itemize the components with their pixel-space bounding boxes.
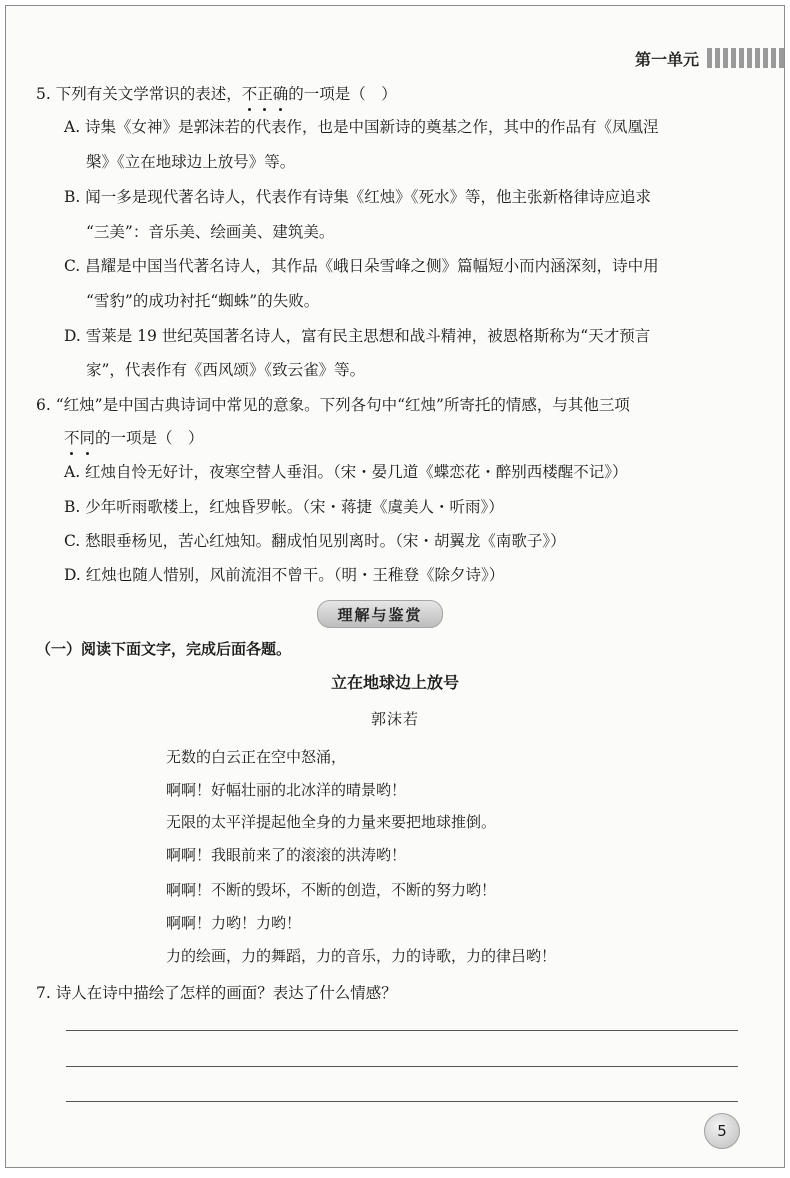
textbook-page bbox=[5, 5, 785, 1168]
q6-option-d: D. 红烛也随人惜别，风前流泪不曾干。（明・王稚登《除夕诗》） bbox=[64, 566, 505, 584]
q5-option-d-cont: 家”，代表作有《西风颂》《致云雀》等。 bbox=[86, 361, 366, 379]
page-number: 5 bbox=[704, 1113, 740, 1149]
q5-option-d: D. 雪莱是 19 世纪英国著名诗人，富有民主思想和战斗精神，被恩格斯称为“天才预言 bbox=[64, 327, 651, 345]
poem-line: 啊啊！不断的毁坏，不断的创造，不断的努力哟！ bbox=[166, 881, 497, 899]
q6-stem: 6. “红烛”是中国古典诗词中常见的意象。下列各句中“红烛”所寄托的情感，与其他三项 bbox=[36, 396, 630, 414]
emphasis-char: 同 bbox=[80, 426, 96, 448]
poem-line: 啊啊！力哟！力哟！ bbox=[166, 914, 302, 932]
poem-line: 啊啊！好幅壮丽的北冰洋的晴景哟！ bbox=[166, 781, 407, 799]
poem-line: 无限的太平洋提起他全身的力量来要把地球推倒。 bbox=[166, 813, 497, 831]
unit-header bbox=[635, 46, 784, 70]
unit-decoration-bars bbox=[707, 48, 784, 68]
q5-option-b-cont: “三美”：音乐美、绘画美、建筑美。 bbox=[86, 223, 335, 241]
answer-line[interactable] bbox=[66, 1066, 738, 1067]
emphasis-char: 确 bbox=[273, 82, 289, 104]
emphasis-char: 不 bbox=[64, 426, 80, 448]
q6-option-c: C. 愁眼垂杨见，苦心红烛知。翻成怕见别离时。（宋・胡翼龙《南歌子》） bbox=[64, 532, 566, 550]
section-badge: 理解与鉴赏 bbox=[317, 600, 443, 628]
emphasis-char: 不 bbox=[242, 82, 258, 104]
q5-stem: 5. 下列有关文学常识的表述，不正确的一项是（ ） bbox=[36, 82, 397, 104]
poem-line: 无数的白云正在空中怒涌， bbox=[166, 748, 347, 766]
reading-instruction: （一）阅读下面文字，完成后面各题。 bbox=[36, 640, 292, 658]
q7-stem: 7. 诗人在诗中描绘了怎样的画面？表达了什么情感？ bbox=[36, 984, 397, 1002]
answer-line[interactable] bbox=[66, 1101, 738, 1102]
poem-line: 力的绘画，力的舞蹈，力的音乐，力的诗歌，力的律吕哟！ bbox=[166, 947, 557, 965]
answer-line[interactable] bbox=[66, 1030, 738, 1031]
q5-option-c-cont: “雪豹”的成功衬托“蜘蛛”的失败。 bbox=[86, 292, 320, 310]
q5-option-c: C. 昌耀是中国当代著名诗人，其作品《峨日朵雪峰之侧》篇幅短小而内涵深刻，诗中用 bbox=[64, 257, 659, 275]
q5-option-b: B. 闻一多是现代著名诗人，代表作有诗集《红烛》《死水》等，他主张新格律诗应追求 bbox=[64, 188, 651, 206]
q6-stem-cont: 不同的一项是（ ） bbox=[64, 426, 204, 448]
q5-option-a-cont: 槃》《立在地球边上放号》等。 bbox=[86, 153, 296, 171]
poem-title: 立在地球边上放号 bbox=[330, 673, 459, 692]
q5-option-a: A. 诗集《女神》是郭沫若的代表作，也是中国新诗的奠基之作，其中的作品有《凤凰涅 bbox=[64, 118, 659, 136]
poem-line: 啊啊！我眼前来了的滚滚的洪涛哟！ bbox=[166, 846, 407, 864]
q6-option-b: B. 少年听雨歌楼上，红烛昏罗帐。（宋・蒋捷《虞美人・听雨》） bbox=[64, 498, 504, 516]
poem-author: 郭沫若 bbox=[370, 710, 419, 728]
q6-option-a: A. 红烛自怜无好计，夜寒空替人垂泪。（宋・晏几道《蝶恋花・醉别西楼醒不记》） bbox=[64, 463, 628, 481]
unit-label: 第一单元 bbox=[634, 49, 699, 69]
emphasis-char: 正 bbox=[257, 82, 273, 104]
